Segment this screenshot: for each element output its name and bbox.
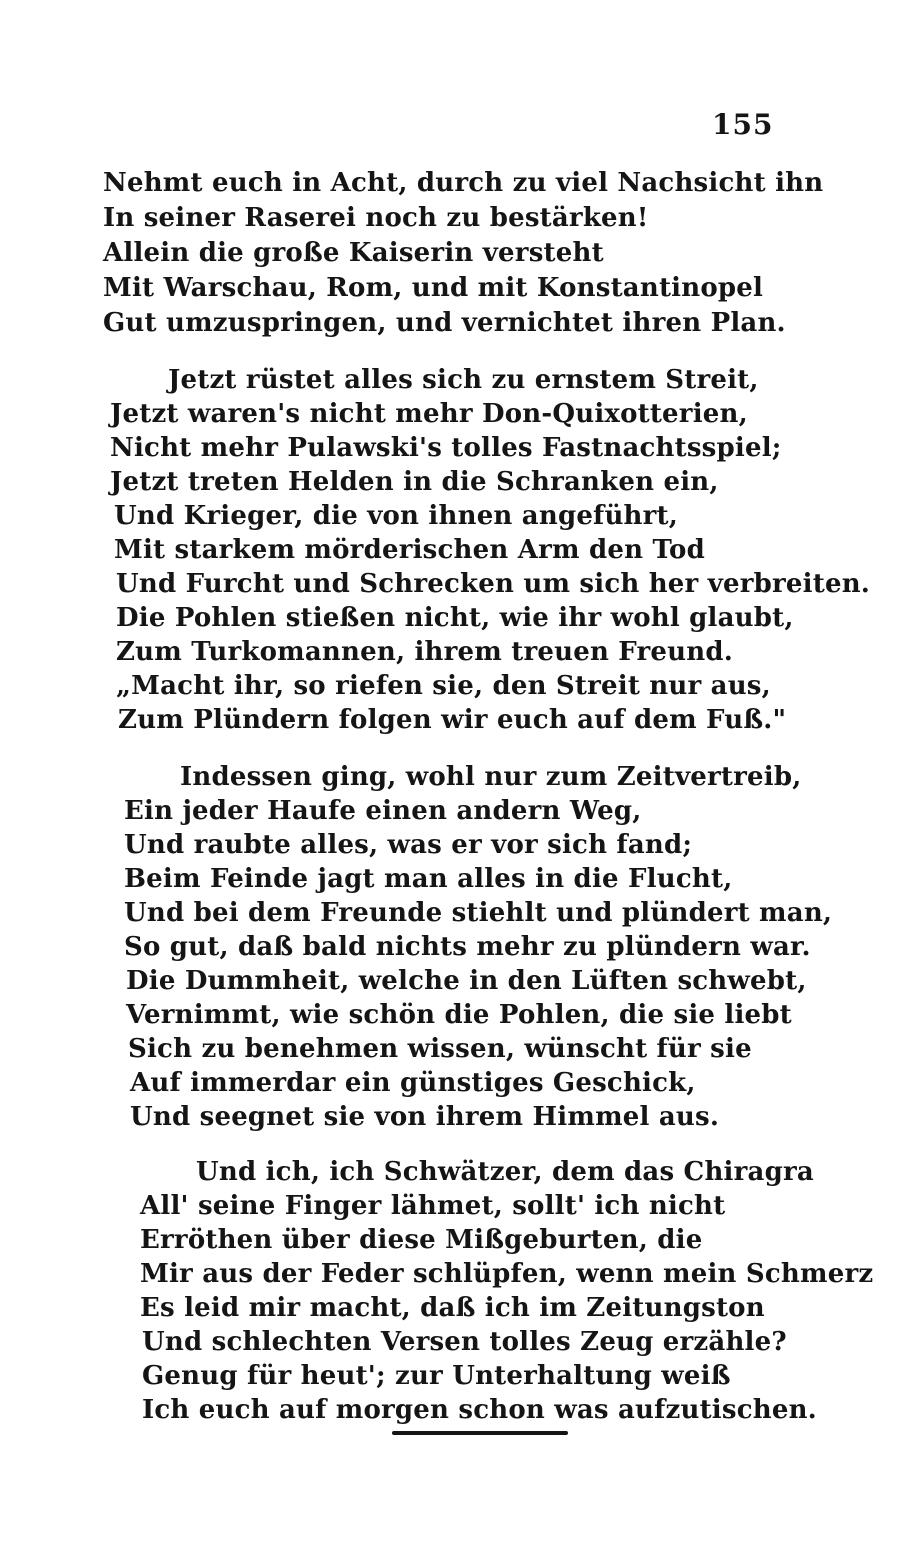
- verse-line: Die Pohlen stießen nicht, wie ihr wohl glaubt,: [116, 603, 794, 633]
- verse-line: Mit Warschau, Rom, und mit Konstantinopel: [103, 273, 764, 303]
- verse-line: Vernimmt, wie schön die Pohlen, die sie liebt: [126, 1000, 792, 1030]
- verse-line: Die Dummheit, welche in den Lüften schwebt,: [126, 966, 807, 996]
- verse-line: Und Krieger, die von ihnen angeführt,: [114, 501, 679, 531]
- verse-line: Zum Turkomannen, ihrem treuen Freund.: [116, 637, 733, 667]
- verse-line: Nicht mehr Pulawski's tolles Fastnachtsspiel;: [110, 433, 782, 463]
- verse-line: Ich euch auf morgen schon was aufzutischen.: [142, 1395, 817, 1425]
- verse-line: So gut, daß bald nichts mehr zu plündern war.: [124, 932, 811, 962]
- verse-line: Erröthen über diese Mißgeburten, die: [140, 1225, 703, 1255]
- verse-line: Ein jeder Haufe einen andern Weg,: [124, 796, 642, 826]
- verse-line: Auf immerdar ein günstiges Geschick,: [130, 1068, 696, 1098]
- verse-line: Und ich, ich Schwätzer, dem das Chiragra: [196, 1157, 814, 1187]
- verse-line: Mit starkem mörderischen Arm den Tod: [114, 535, 705, 565]
- verse-line: „Macht ihr, so riefen sie, den Streit nur aus,: [116, 671, 771, 701]
- verse-line: Und schlechten Versen tolles Zeug erzähle?: [142, 1327, 787, 1357]
- verse-line: Jetzt waren's nicht mehr Don-Quixotterien,: [110, 399, 748, 429]
- verse-line: Und raubte alles, was er vor sich fand;: [124, 830, 693, 860]
- verse-line: Jetzt treten Helden in die Schranken ein,: [110, 467, 719, 497]
- verse-line: Zum Plündern folgen wir euch auf dem Fuß.": [118, 705, 787, 735]
- verse-line: Beim Feinde jagt man alles in die Flucht,: [124, 864, 733, 894]
- verse-line: Und Furcht und Schrecken um sich her verbreiten.: [116, 569, 871, 599]
- verse-line: Jetzt rüstet alles sich zu ernstem Streit,: [168, 365, 759, 395]
- page-number: 155: [712, 108, 774, 141]
- verse-line: Und bei dem Freunde stiehlt und plündert man,: [124, 898, 833, 928]
- verse-line: Nehmt euch in Acht, durch zu viel Nachsicht ihn: [103, 168, 824, 198]
- verse-line: Genug für heut'; zur Unterhaltung weiß: [142, 1361, 731, 1391]
- verse-line: Sich zu benehmen wissen, wünscht für sie: [128, 1034, 752, 1064]
- verse-line: Es leid mir macht, daß ich im Zeitungston: [140, 1293, 765, 1323]
- verse-line: Gut umzuspringen, und vernichtet ihren Plan.: [103, 308, 786, 338]
- verse-line: Und seegnet sie von ihrem Himmel aus.: [130, 1102, 720, 1132]
- closing-rule: [392, 1431, 568, 1435]
- verse-line: All' seine Finger lähmet, sollt' ich nicht: [140, 1191, 726, 1221]
- verse-line: Indessen ging, wohl nur zum Zeitvertreib,: [180, 762, 802, 792]
- verse-line: In seiner Raserei noch zu bestärken!: [103, 203, 649, 233]
- verse-line: Mir aus der Feder schlüpfen, wenn mein Schmerz: [140, 1259, 874, 1289]
- verse-line: Allein die große Kaiserin versteht: [103, 238, 604, 268]
